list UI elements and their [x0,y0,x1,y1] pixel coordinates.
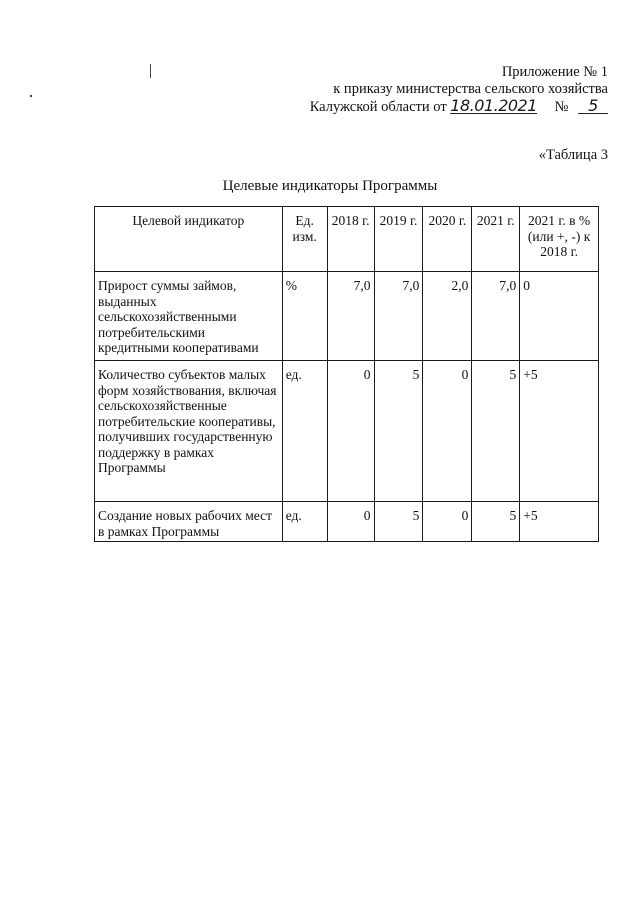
document-header [310,64,608,116]
header-2020: 2020 г. [423,207,472,272]
cell-2020: 2,0 [423,272,472,361]
cell-2020: 0 [423,361,472,502]
cell-indicator: Количество субъектов малых форм хозяйствования, включая сельскохозяйственные потребительские кооперативы, получивших государственную поддержку в рамках Программы [95,361,283,502]
header-unit: Ед. изм. [282,207,327,272]
cell-2018: 7,0 [327,272,374,361]
header-region-label: Калужской области от [309,99,447,115]
cell-2019: 5 [374,502,423,542]
cell-change: +5 [520,361,599,502]
cell-unit: ед. [282,361,327,502]
header-order-line: к приказу министерства сельского хозяйства [333,81,608,97]
handwritten-number: 5 [578,98,608,114]
cell-unit: ед. [282,502,327,542]
cell-2021: 5 [472,361,520,502]
cell-2021: 7,0 [472,272,520,361]
header-2018: 2018 г. [327,207,374,272]
cell-change: +5 [520,502,599,542]
cell-indicator: Создание новых рабочих мест в рамках Программы [95,502,283,542]
cell-2018: 0 [327,361,374,502]
table-row [95,502,599,542]
header-2019: 2019 г. [374,207,423,272]
header-number-label: № [554,99,569,115]
scan-mark-left-1 [150,64,151,78]
header-date-line [310,98,608,116]
header-change: 2021 г. в % (или +, -) к 2018 г. [520,207,599,272]
table-title: Целевые индикаторы Программы [222,178,438,194]
cell-unit: % [282,272,327,361]
cell-2019: 7,0 [374,272,423,361]
cell-2021: 5 [472,502,520,542]
cell-indicator: Прирост суммы займов, выданных сельскохозяйственными потребительскими кредитными кооперативами [95,272,283,361]
header-2021: 2021 г. [472,207,520,272]
table-row [95,272,599,361]
header-indicator: Целевой индикатор [95,207,283,272]
cell-change: 0 [520,272,599,361]
scan-mark-left-2 [30,95,32,97]
header-appendix-line: Приложение № 1 [501,64,608,80]
table-header-row [95,207,599,272]
cell-2020: 0 [423,502,472,542]
cell-2018: 0 [327,502,374,542]
handwritten-date: 18.01.2021 [450,96,537,115]
cell-2019: 5 [374,361,423,502]
table-row [95,361,599,502]
table-reference: «Таблица 3 [538,147,608,163]
indicators-table [94,206,599,542]
